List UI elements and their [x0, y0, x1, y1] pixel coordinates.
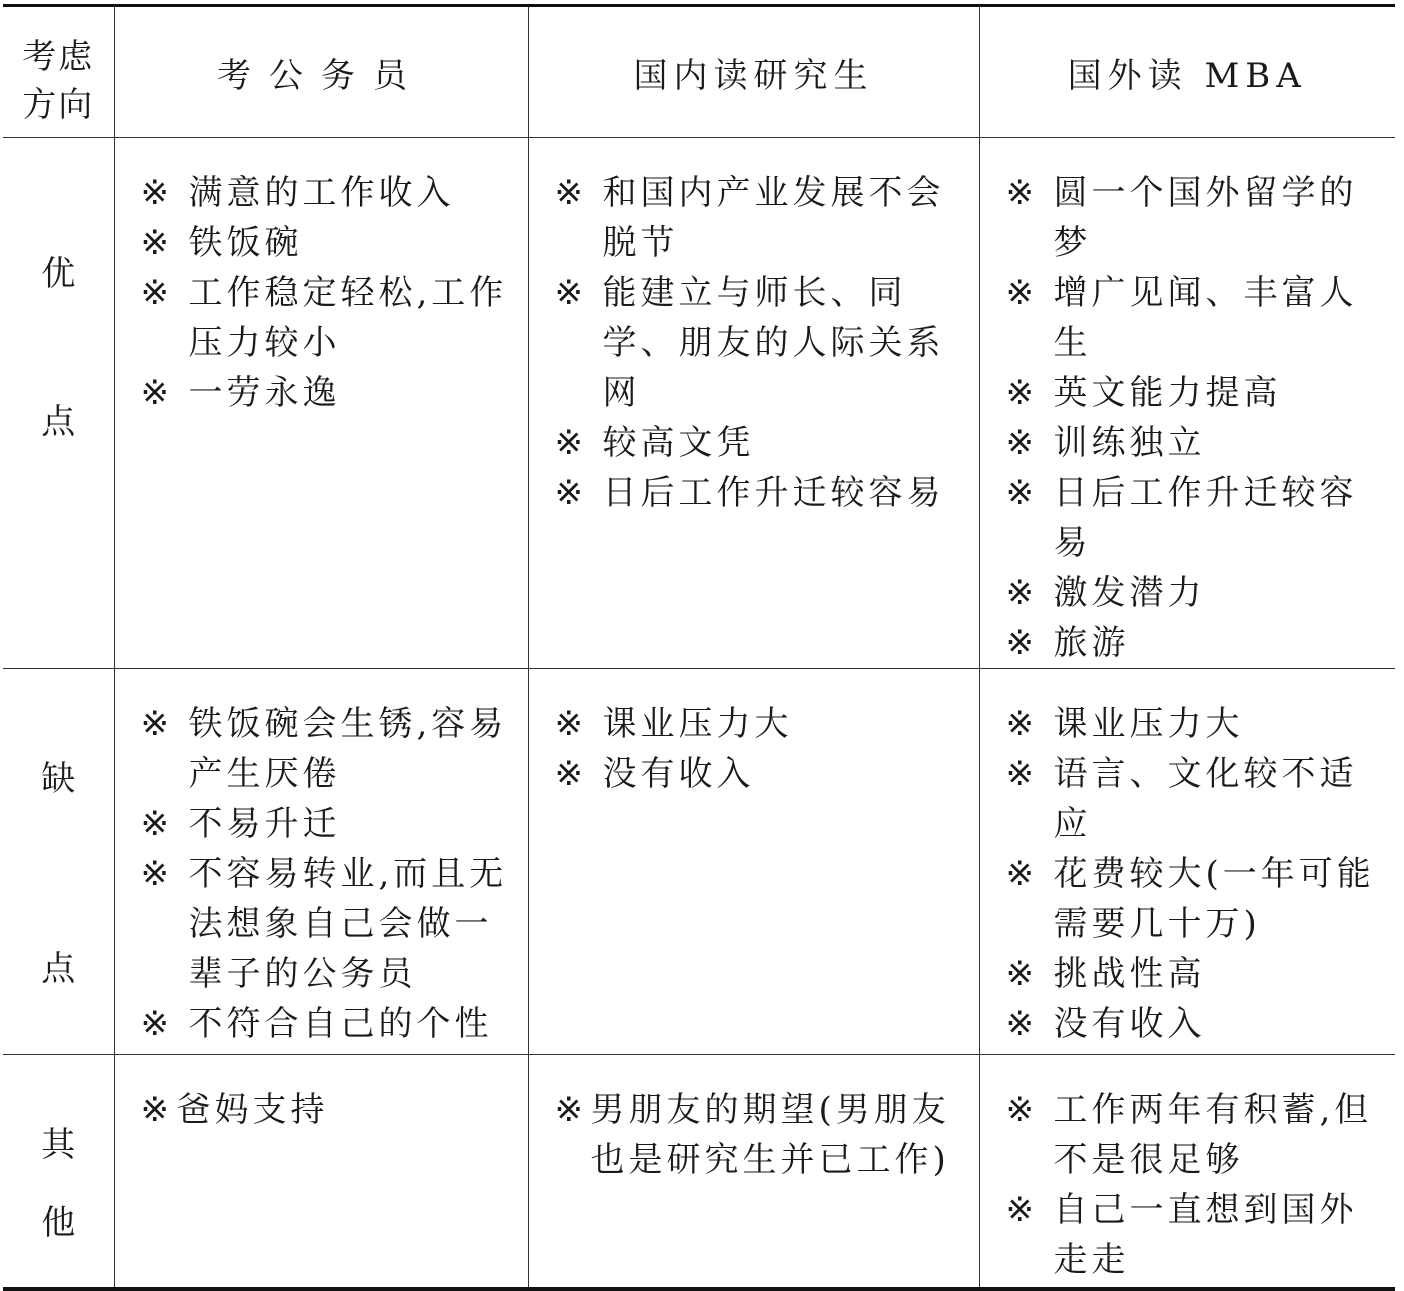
list-item-text: 课业压力大 [1053, 704, 1244, 744]
list-item [1006, 949, 1390, 999]
other-overseas-mba-list [1006, 1085, 1390, 1285]
advantages-domestic-grad-cell [528, 138, 979, 669]
list-item [141, 218, 518, 268]
reference-mark-icon: ※ [1005, 273, 1038, 313]
reference-mark-icon: ※ [1005, 954, 1038, 994]
list-item-text: 不易升迁 [188, 804, 341, 844]
disadvantages-overseas-mba-cell [979, 669, 1395, 1055]
comparison-table [3, 4, 1395, 1291]
advantages-civil-servant-list [141, 168, 518, 418]
list-item [555, 468, 969, 518]
advantages-overseas-mba-cell [979, 138, 1395, 669]
list-item-text: 日后工作升迁较容易 [602, 473, 945, 513]
other-label-2: 他 [41, 1203, 76, 1243]
list-item [141, 168, 518, 218]
list-item-text: 和国内产业发展不会脱节 [602, 173, 945, 263]
list-item [555, 749, 969, 799]
disadvantages-civil-servant-list [141, 699, 518, 1049]
reference-mark-icon: ※ [1005, 1190, 1038, 1230]
advantages-label-cell [3, 138, 114, 669]
other-row [3, 1055, 1395, 1289]
other-domestic-grad-list [555, 1085, 969, 1185]
list-item [1006, 749, 1390, 849]
list-item-text: 爸妈支持 [176, 1090, 329, 1130]
other-label-1: 其 [41, 1125, 76, 1165]
list-item [1006, 999, 1390, 1049]
list-item [1006, 1185, 1390, 1285]
list-item-text: 语言、文化较不适应 [1053, 754, 1358, 844]
list-item [1006, 418, 1390, 468]
reference-mark-icon: ※ [140, 1004, 173, 1044]
list-item [1006, 849, 1390, 949]
list-item [555, 1085, 969, 1185]
list-item [141, 368, 518, 418]
disadvantages-civil-servant-cell [114, 669, 528, 1055]
advantages-row [3, 138, 1395, 669]
advantages-overseas-mba-list [1006, 168, 1390, 668]
list-item [141, 268, 518, 368]
reference-mark-icon: ※ [554, 273, 587, 313]
list-item-text: 日后工作升迁较容易 [1053, 473, 1358, 563]
reference-mark-icon: ※ [1005, 854, 1038, 894]
list-item-text: 挑战性高 [1053, 954, 1206, 994]
advantages-label-2: 点 [41, 402, 76, 442]
list-item-text: 训练独立 [1053, 423, 1206, 463]
disadvantages-overseas-mba-list [1006, 699, 1390, 1049]
disadvantages-row [3, 669, 1395, 1055]
reference-mark-icon: ※ [140, 173, 173, 213]
disadvantages-label-cell [3, 669, 114, 1055]
list-item [141, 699, 518, 799]
list-item [1006, 699, 1390, 749]
list-item-text: 没有收入 [602, 754, 755, 794]
reference-mark-icon: ※ [1005, 473, 1038, 513]
list-item-text: 工作稳定轻松,工作压力较小 [188, 273, 508, 363]
other-label-cell [3, 1055, 114, 1289]
list-item-text: 能建立与师长、同学、朋友的人际关系网 [602, 273, 945, 413]
list-item [1006, 618, 1390, 668]
other-civil-servant-cell [114, 1055, 528, 1289]
list-item [1006, 268, 1390, 368]
list-item-text: 英文能力提高 [1053, 373, 1282, 413]
reference-mark-icon: ※ [1005, 573, 1038, 613]
reference-mark-icon: ※ [1005, 1004, 1038, 1044]
list-item-text: 不容易转业,而且无法想象自己会做一辈子的公务员 [188, 854, 508, 994]
reference-mark-icon: ※ [140, 704, 173, 744]
advantages-domestic-grad-list [555, 168, 969, 518]
list-item [141, 799, 518, 849]
header-col-overseas-mba: 国外读 MBA [979, 6, 1395, 138]
header-col-domestic-grad: 国内读研究生 [528, 6, 979, 138]
list-item [555, 418, 969, 468]
list-item-text: 满意的工作收入 [188, 173, 455, 213]
header-label-line2: 方向 [22, 85, 95, 125]
list-item [555, 699, 969, 749]
disadvantages-domestic-grad-list [555, 699, 969, 799]
list-item [1006, 468, 1390, 568]
list-item [555, 168, 969, 268]
reference-mark-icon: ※ [554, 473, 587, 513]
list-item-text: 铁饭碗 [188, 223, 303, 263]
list-item [1006, 368, 1390, 418]
reference-mark-icon: ※ [1005, 704, 1038, 744]
list-item-text: 男朋友的期望(男朋友也是研究生并已工作) [590, 1090, 950, 1180]
reference-mark-icon: ※ [1005, 173, 1038, 213]
list-item-text: 旅游 [1053, 623, 1130, 663]
other-civil-servant-list [141, 1085, 518, 1135]
other-overseas-mba-cell [979, 1055, 1395, 1289]
list-item [1006, 568, 1390, 618]
other-domestic-grad-cell [528, 1055, 979, 1289]
reference-mark-icon: ※ [554, 1090, 587, 1130]
list-item [141, 999, 518, 1049]
reference-mark-icon: ※ [1005, 623, 1038, 663]
reference-mark-icon: ※ [140, 373, 173, 413]
reference-mark-icon: ※ [140, 1090, 173, 1130]
list-item-text: 激发潜力 [1053, 573, 1206, 613]
reference-mark-icon: ※ [140, 804, 173, 844]
reference-mark-icon: ※ [554, 423, 587, 463]
list-item-text: 圆一个国外留学的梦 [1053, 173, 1358, 263]
list-item-text: 较高文凭 [602, 423, 755, 463]
list-item-text: 自己一直想到国外走走 [1053, 1190, 1358, 1280]
list-item-text: 没有收入 [1053, 1004, 1206, 1044]
advantages-civil-servant-cell [114, 138, 528, 669]
header-col-civil-servant: 考公务员 [114, 6, 528, 138]
reference-mark-icon: ※ [140, 854, 173, 894]
list-item-text: 增广见闻、丰富人生 [1053, 273, 1358, 363]
header-row [3, 6, 1395, 138]
reference-mark-icon: ※ [554, 173, 587, 213]
reference-mark-icon: ※ [140, 223, 173, 263]
list-item [555, 268, 969, 418]
disadvantages-domestic-grad-cell [528, 669, 979, 1055]
disadvantages-label-1: 缺 [41, 759, 76, 799]
advantages-label-1: 优 [41, 254, 76, 294]
list-item-text: 课业压力大 [602, 704, 793, 744]
reference-mark-icon: ※ [554, 704, 587, 744]
list-item-text: 一劳永逸 [188, 373, 341, 413]
list-item [1006, 1085, 1390, 1185]
list-item-text: 花费较大(一年可能需要几十万) [1053, 854, 1375, 944]
reference-mark-icon: ※ [554, 754, 587, 794]
header-label-line1: 考虑 [22, 37, 95, 77]
list-item [141, 849, 518, 999]
reference-mark-icon: ※ [1005, 423, 1038, 463]
header-corner-cell [3, 6, 114, 138]
list-item-text: 不符合自己的个性 [188, 1004, 493, 1044]
reference-mark-icon: ※ [140, 273, 173, 313]
reference-mark-icon: ※ [1005, 754, 1038, 794]
list-item-text: 铁饭碗会生锈,容易产生厌倦 [188, 704, 508, 794]
list-item-text: 工作两年有积蓄,但不是很足够 [1053, 1090, 1373, 1180]
list-item [141, 1085, 518, 1135]
reference-mark-icon: ※ [1005, 1090, 1038, 1130]
disadvantages-label-2: 点 [41, 949, 76, 989]
list-item [1006, 168, 1390, 268]
reference-mark-icon: ※ [1005, 373, 1038, 413]
